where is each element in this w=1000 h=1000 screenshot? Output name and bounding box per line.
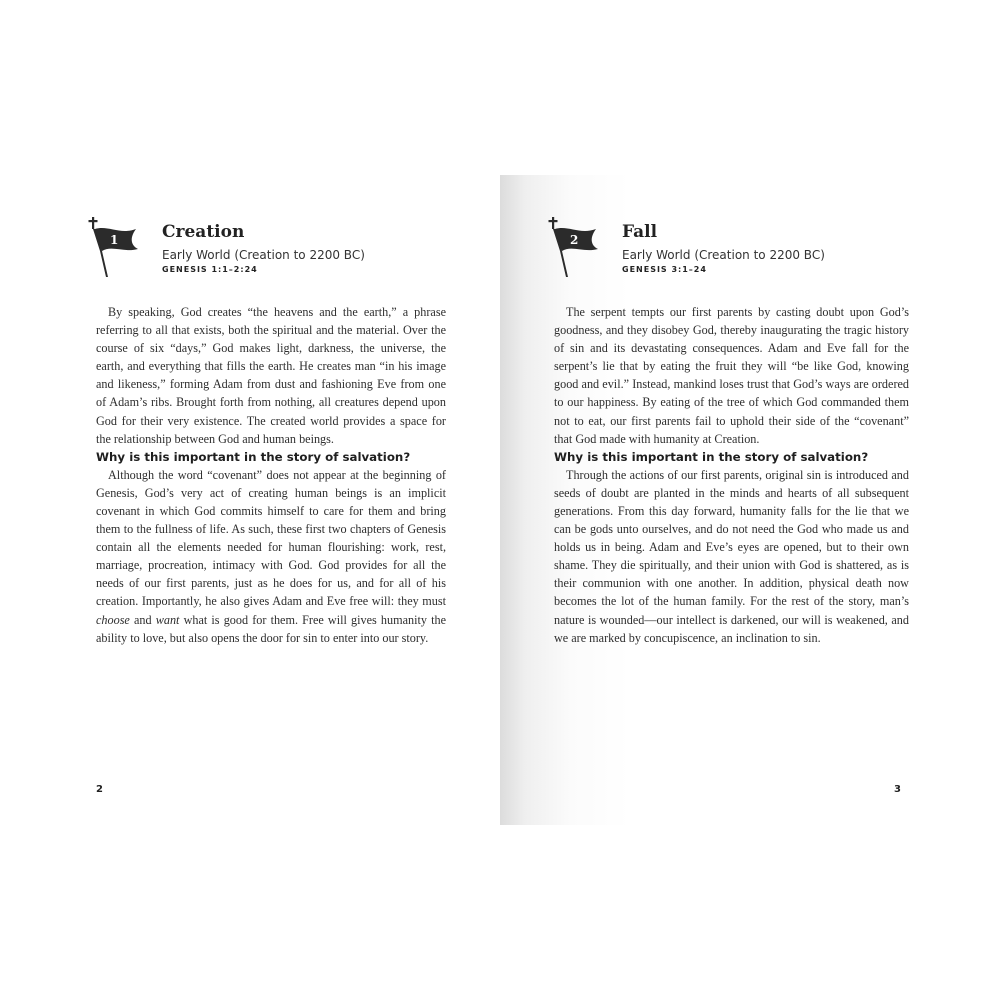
chapter-title: Fall — [622, 222, 658, 242]
era-subtitle: Early World (Creation to 2200 BC) — [622, 248, 825, 262]
cross-flag-icon — [86, 215, 146, 285]
chapter-body — [554, 303, 909, 647]
section-subheading: Why is this important in the story of salvation? — [96, 449, 411, 464]
cross-flag-icon — [546, 215, 606, 285]
flag-number: 1 — [110, 233, 119, 247]
era-subtitle: Early World (Creation to 2200 BC) — [162, 248, 365, 262]
page-number: 3 — [894, 784, 901, 795]
right-page — [500, 175, 940, 825]
section-subheading: Why is this important in the story of salvation? — [554, 449, 869, 464]
page-number: 2 — [96, 784, 103, 795]
paragraph-summary: By speaking, God creates “the heavens and the earth,” a phrase referring to all that exists, both the spiritual and the material. Over the course of six “days,” God makes light, darkness, the universe, the earth, and everything that fills the earth. He creates man “in his image and likeness,” forming Adam from dust and fashioning Eve from one of Adam’s ribs. Brought forth from nothing, all creatures depend upon God for their very existence. The created world provides a space for the relationship between God and human beings. — [96, 305, 446, 446]
paragraph-importance: Through the actions of our first parents, original sin is introduced and seeds of doubt are planted in the minds and hearts of all subsequent generations. From this day forward, humanity falls for the lie that we can be gods unto ourselves, and do not need the God who made us and holds us in being. Adam and Eve’s eyes are opened, but to their own shame. They die spiritually, and their union with God is shattered, as is their communion with one another. In addition, physical death now becomes the lot of the human family. For the rest of the story, man’s nature is wounded—our intellect is darkened, our will is weakened, and we are marked by concupiscence, an inclination to sin. — [554, 467, 909, 645]
chapter-title: Creation — [162, 222, 245, 242]
paragraph-importance: Although the word “covenant” does not appear at the beginning of Genesis, God’s very act of creating human beings is an implicit covenant in which God commits himself to care for them and bring them to the fullness of life. As such, these first two chapters of Genesis contain all the elements needed for human flourishing: work, rest, marriage, procreation, intimacy with God. God provides for all the needs of our first parents, just as he does for us, and for all of his creation. Importantly, he also gives Adam and Eve free will: they must choose and want what is good for them. Free will gives humanity the ability to love, but also opens the door for sin to enter into our story. — [96, 467, 446, 645]
left-page — [0, 175, 500, 825]
scripture-reference: GENESIS 3:1–24 — [622, 265, 707, 274]
chapter-body — [96, 303, 446, 647]
flag-number: 2 — [570, 233, 579, 247]
paragraph-summary: The serpent tempts our first parents by casting doubt upon God’s goodness, and they disobey God, thereby inaugurating the tragic history of sin and its devastating consequences. Adam and Eve fall for the serpent’s lie that by eating the fruit they will “be like God, knowing good and evil.” Instead, mankind loses trust that God’s ways are ordered to our happiness. By eating of the tree of which God commanded them not to eat, our first parents fail to uphold their side of the “covenant” that God made with humanity at Creation. — [554, 305, 909, 446]
scripture-reference: GENESIS 1:1–2:24 — [162, 265, 258, 274]
